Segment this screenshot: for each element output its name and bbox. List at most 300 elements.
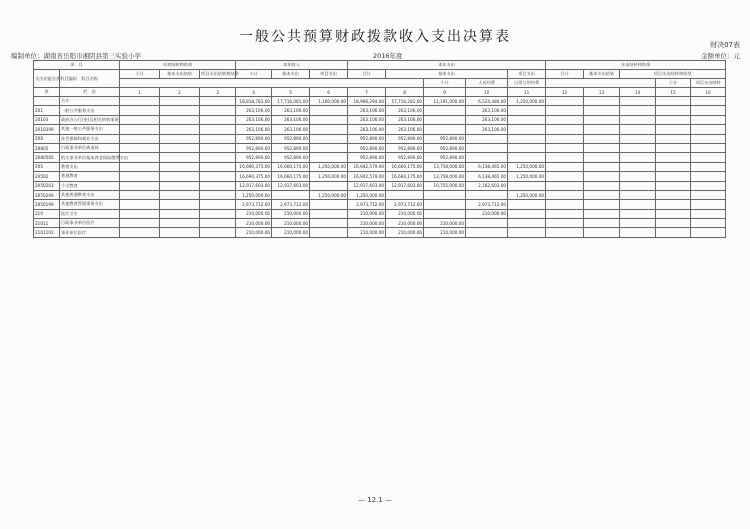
table-cell	[508, 228, 546, 237]
table-cell: 952,890.00	[424, 143, 466, 152]
table-row	[34, 181, 726, 190]
table-cell	[620, 125, 656, 134]
table-cell	[691, 162, 726, 171]
table-cell	[691, 125, 726, 134]
table-cell	[310, 153, 348, 162]
table-cell	[584, 106, 620, 115]
column-number: 类	[34, 88, 60, 97]
table-row	[34, 153, 726, 162]
table-cell: 263,106.00	[466, 106, 508, 115]
column-number: 16	[691, 88, 726, 97]
table-cell: 952,890.00	[348, 143, 386, 152]
table-row	[34, 172, 726, 181]
reporting-unit: 编制单位：湖南省岳阳市湘阴县第三实验小学	[11, 52, 141, 60]
table-row	[34, 134, 726, 143]
table-cell	[508, 153, 546, 162]
table-cell	[656, 125, 691, 134]
table-cell	[546, 228, 584, 237]
table-cell: 263,106.00	[236, 125, 272, 134]
table-cell: 2,973,712.00	[466, 200, 508, 209]
row-code: 2050199	[34, 200, 60, 209]
column-number: 13	[584, 88, 620, 97]
table-cell: 210,000.00	[272, 228, 310, 237]
table-cell: 263,106.00	[272, 115, 310, 124]
table-cell	[656, 97, 691, 106]
table-cell	[691, 153, 726, 162]
table-cell	[656, 190, 691, 199]
table-cell	[691, 106, 726, 115]
table-cell: 1,250,000.00	[310, 190, 348, 199]
table-cell	[546, 190, 584, 199]
budget-table	[33, 60, 726, 238]
header-cell: 小计	[656, 79, 691, 88]
table-cell: 12,917,603.00	[236, 181, 272, 190]
row-code	[34, 97, 60, 106]
table-cell	[584, 125, 620, 134]
header-cell: 小计	[120, 70, 160, 79]
table-cell	[120, 134, 160, 143]
table-cell	[584, 134, 620, 143]
table-cell: 10,755,000.00	[424, 181, 466, 190]
table-cell: 952,890.00	[236, 153, 272, 162]
table-cell: 952,890.00	[424, 153, 466, 162]
table-cell	[310, 134, 348, 143]
table-cell	[508, 200, 546, 209]
table-cell	[200, 106, 236, 115]
table-cell: 210,000.00	[386, 219, 424, 228]
table-row	[34, 190, 726, 199]
table-cell: 210,000.00	[424, 219, 466, 228]
table-cell: 1,250,000.00	[508, 97, 546, 106]
table-cell: 16,942,579.00	[348, 162, 386, 171]
table-cell	[160, 153, 200, 162]
header-cell: 人员经费	[466, 79, 508, 88]
currency-unit: 金额单位：元	[701, 52, 740, 60]
table-cell	[546, 219, 584, 228]
table-cell	[424, 209, 466, 218]
table-cell	[310, 209, 348, 218]
table-cell	[546, 97, 584, 106]
header-cell: 基本支出	[272, 70, 310, 79]
header-spacer	[120, 79, 424, 88]
table-cell	[508, 106, 546, 115]
table-cell: 210,000.00	[236, 209, 272, 218]
table-cell	[200, 181, 236, 190]
table-cell: 210,000.00	[466, 209, 508, 218]
table-cell	[508, 219, 546, 228]
row-code: 2101102	[34, 228, 60, 237]
table-cell	[120, 143, 160, 152]
form-number: 财决07表	[710, 41, 740, 49]
table-cell	[656, 219, 691, 228]
table-cell	[200, 190, 236, 199]
table-cell	[120, 228, 160, 237]
row-code: 208	[34, 134, 60, 143]
table-cell	[620, 200, 656, 209]
row-code: 2010399	[34, 125, 60, 134]
table-cell	[508, 181, 546, 190]
column-number: 5	[272, 88, 310, 97]
table-cell	[691, 134, 726, 143]
table-cell: 18,818,783.00	[236, 97, 272, 106]
table-cell	[656, 209, 691, 218]
row-code: 2050203	[34, 181, 60, 190]
table-cell: 16,690,375.00	[236, 172, 272, 181]
table-cell	[691, 228, 726, 237]
table-cell	[310, 106, 348, 115]
table-cell	[691, 219, 726, 228]
table-row	[34, 125, 726, 134]
header-cell: 小计	[424, 79, 466, 88]
table-cell	[584, 181, 620, 190]
table-row	[34, 97, 726, 106]
table-cell	[160, 172, 200, 181]
table-cell	[160, 162, 200, 171]
table-cell	[546, 115, 584, 124]
table-cell	[620, 162, 656, 171]
column-number: 12	[546, 88, 584, 97]
table-cell	[310, 115, 348, 124]
table-cell: 263,106.00	[386, 106, 424, 115]
table-cell: 2,162,603.00	[466, 181, 508, 190]
table-cell	[200, 143, 236, 152]
column-number: 10	[466, 88, 508, 97]
table-cell	[656, 143, 691, 152]
header-opening-balance: 年初结转和结余	[120, 61, 236, 70]
table-cell	[200, 97, 236, 106]
table-cell: 12,917,603.00	[272, 181, 310, 190]
table-cell: 952,890.00	[386, 153, 424, 162]
table-cell: 12,917,603.00	[386, 181, 424, 190]
table-cell	[691, 190, 726, 199]
table-cell: 210,000.00	[348, 209, 386, 218]
header-cell: 合计	[348, 70, 386, 79]
row-code: 210	[34, 209, 60, 218]
table-cell	[160, 143, 200, 152]
row-name: 其他一般公共服务支出	[60, 125, 120, 134]
table-row	[34, 209, 726, 218]
table-cell	[120, 97, 160, 106]
header-name: 科目名称	[60, 70, 120, 88]
table-cell: 210,000.00	[424, 228, 466, 237]
row-name: 行政事业单位离退休	[60, 143, 120, 152]
table-cell	[656, 134, 691, 143]
table-cell	[200, 172, 236, 181]
table-cell	[160, 115, 200, 124]
table-cell	[620, 181, 656, 190]
table-cell	[200, 153, 236, 162]
page-number: — 12.1 —	[357, 496, 393, 504]
row-name: 其他教育管理事务支出	[60, 200, 120, 209]
table-cell	[691, 143, 726, 152]
table-cell: 952,890.00	[236, 134, 272, 143]
table-cell	[272, 190, 310, 199]
table-cell	[691, 209, 726, 218]
table-cell: 210,000.00	[236, 228, 272, 237]
table-cell: 263,106.00	[466, 125, 508, 134]
table-cell: 952,890.00	[348, 134, 386, 143]
table-cell	[584, 209, 620, 218]
table-cell	[584, 200, 620, 209]
table-cell	[160, 181, 200, 190]
table-cell	[120, 115, 160, 124]
table-cell: 1,250,000.00	[348, 190, 386, 199]
column-number: 2	[160, 88, 200, 97]
table-cell: 1,250,000.00	[508, 172, 546, 181]
table-cell	[546, 209, 584, 218]
document-title: 一般公共预算财政拨款收入支出决算表	[239, 29, 511, 45]
row-code: 20103	[34, 115, 60, 124]
row-name: 政府办公厅(室)及相关机构事务	[60, 115, 120, 124]
table-cell: 952,890.00	[272, 143, 310, 152]
table-cell	[310, 181, 348, 190]
column-number: 11	[508, 88, 546, 97]
table-cell: 2,973,712.00	[386, 200, 424, 209]
table-cell: 2,973,712.00	[272, 200, 310, 209]
table-cell: 1,250,000.00	[236, 190, 272, 199]
row-code: 2080505	[34, 153, 60, 162]
table-cell	[656, 181, 691, 190]
table-cell: 263,106.00	[386, 115, 424, 124]
table-cell	[466, 153, 508, 162]
table-cell	[620, 153, 656, 162]
header-item: 项 目	[34, 61, 120, 70]
table-cell	[508, 115, 546, 124]
table-cell	[620, 134, 656, 143]
table-cell	[656, 200, 691, 209]
column-number: 9	[424, 88, 466, 97]
table-cell	[584, 190, 620, 199]
table-cell: 6,138,465.00	[466, 172, 508, 181]
table-cell: 952,890.00	[386, 134, 424, 143]
header-spacer	[546, 79, 656, 88]
table-cell: 13,758,000.00	[424, 172, 466, 181]
table-cell: 2,973,712.00	[236, 200, 272, 209]
table-cell	[160, 125, 200, 134]
table-cell: 18,966,294.00	[348, 97, 386, 106]
header-cell: 项目支出	[310, 70, 348, 79]
column-number: 1	[120, 88, 160, 97]
table-cell	[656, 172, 691, 181]
table-cell: 210,000.00	[348, 228, 386, 237]
table-cell	[546, 162, 584, 171]
column-number: 4	[236, 88, 272, 97]
table-cell	[691, 181, 726, 190]
row-name: 行政事业单位医疗	[60, 219, 120, 228]
table-cell	[584, 162, 620, 171]
column-number: 15	[656, 88, 691, 97]
table-cell	[584, 153, 620, 162]
table-cell: 16,942,579.00	[348, 172, 386, 181]
table-cell: 16,660,175.00	[386, 162, 424, 171]
table-cell	[310, 125, 348, 134]
table-cell	[620, 97, 656, 106]
table-cell	[386, 190, 424, 199]
table-cell	[310, 143, 348, 152]
table-cell: 16,660,175.00	[272, 162, 310, 171]
table-cell: 263,106.00	[348, 125, 386, 134]
table-cell	[656, 106, 691, 115]
table-cell: 11,191,000.00	[424, 97, 466, 106]
table-cell	[466, 134, 508, 143]
table-cell: 12,917,603.00	[348, 181, 386, 190]
table-cell	[508, 143, 546, 152]
table-cell: 952,890.00	[386, 143, 424, 152]
row-name: 一般公共服务支出	[60, 106, 120, 115]
table-cell: 1,250,000.00	[310, 172, 348, 181]
table-cell: 210,000.00	[236, 219, 272, 228]
table-cell	[691, 115, 726, 124]
table-cell	[424, 115, 466, 124]
row-name: 其他普通教育支出	[60, 190, 120, 199]
row-name: 机关事业单位基本养老保险缴费支出	[60, 153, 120, 162]
table-cell	[200, 200, 236, 209]
table-cell	[584, 172, 620, 181]
table-cell	[200, 228, 236, 237]
table-cell: 263,106.00	[236, 106, 272, 115]
table-cell	[120, 162, 160, 171]
table-cell: 263,106.00	[348, 115, 386, 124]
table-cell	[546, 172, 584, 181]
header-cell: 项目支出结转和结余	[200, 70, 236, 79]
table-cell: 952,890.00	[348, 153, 386, 162]
table-cell	[546, 106, 584, 115]
table-cell	[200, 219, 236, 228]
header-expenditure: 本年支出	[348, 61, 546, 70]
table-cell	[691, 200, 726, 209]
table-cell	[656, 153, 691, 162]
table-cell: 6,138,465.00	[466, 162, 508, 171]
table-cell	[466, 143, 508, 152]
row-name: 普通教育	[60, 172, 120, 181]
table-cell: 17,716,081.00	[272, 97, 310, 106]
row-name: 合计	[60, 97, 120, 106]
table-cell	[546, 134, 584, 143]
table-cell	[160, 200, 200, 209]
table-cell	[120, 190, 160, 199]
table-cell	[160, 134, 200, 143]
table-cell	[200, 125, 236, 134]
table-cell	[584, 143, 620, 152]
table-cell	[691, 172, 726, 181]
header-cell: 项目支出结转和结余	[620, 70, 726, 79]
table-cell: 952,890.00	[424, 134, 466, 143]
table-cell	[160, 106, 200, 115]
table-cell: 2,973,712.00	[348, 200, 386, 209]
table-cell: 952,890.00	[272, 134, 310, 143]
table-cell	[656, 228, 691, 237]
table-cell	[466, 219, 508, 228]
table-cell	[160, 219, 200, 228]
table-cell: 1,250,000.00	[310, 162, 348, 171]
table-cell	[160, 209, 200, 218]
header-closing-balance: 年末结转和结余	[546, 61, 726, 70]
table-cell: 263,106.00	[272, 106, 310, 115]
table-cell	[584, 228, 620, 237]
table-cell	[120, 200, 160, 209]
table-cell	[424, 125, 466, 134]
table-cell: 13,758,000.00	[424, 162, 466, 171]
table-cell	[620, 219, 656, 228]
table-cell	[546, 181, 584, 190]
table-cell	[620, 209, 656, 218]
table-cell: 210,000.00	[348, 219, 386, 228]
table-cell: 17,716,281.00	[386, 97, 424, 106]
table-row	[34, 106, 726, 115]
table-cell	[424, 190, 466, 199]
table-cell	[546, 153, 584, 162]
table-cell	[200, 115, 236, 124]
header-cell: 日常公用经费	[508, 79, 546, 88]
table-cell	[546, 143, 584, 152]
table-cell	[508, 209, 546, 218]
table-cell	[120, 209, 160, 218]
table-cell	[310, 228, 348, 237]
table-cell: 952,890.00	[272, 153, 310, 162]
table-cell	[620, 115, 656, 124]
table-cell	[120, 125, 160, 134]
table-row	[34, 219, 726, 228]
row-code: 21011	[34, 219, 60, 228]
table-cell	[424, 200, 466, 209]
table-cell: 210,000.00	[272, 209, 310, 218]
table-row	[34, 200, 726, 209]
table-cell: 952,890.00	[236, 143, 272, 152]
row-code: 205	[34, 162, 60, 171]
table-cell	[620, 228, 656, 237]
header-cell: 项目支出结转	[691, 79, 726, 88]
row-name: 社会保障和就业支出	[60, 134, 120, 143]
header-cell: 基本支出结转	[160, 70, 200, 79]
table-cell: 210,000.00	[386, 209, 424, 218]
table-cell	[310, 219, 348, 228]
table-cell: 16,660,175.00	[272, 172, 310, 181]
table-cell	[508, 134, 546, 143]
table-cell: 263,106.00	[466, 115, 508, 124]
table-cell	[656, 115, 691, 124]
table-cell	[584, 115, 620, 124]
table-cell	[120, 106, 160, 115]
column-number: 3	[200, 88, 236, 97]
table-cell	[656, 162, 691, 171]
table-cell	[546, 125, 584, 134]
table-cell	[424, 106, 466, 115]
table-cell	[466, 228, 508, 237]
table-cell: 1,250,000.00	[508, 190, 546, 199]
fiscal-year: 2016年度	[373, 52, 403, 60]
header-cell: 基本支出结转	[584, 70, 620, 79]
table-cell: 263,106.00	[348, 106, 386, 115]
table-cell: 263,106.00	[272, 125, 310, 134]
row-name: 教育支出	[60, 162, 120, 171]
row-name: 事业单位医疗	[60, 228, 120, 237]
table-row	[34, 228, 726, 237]
table-cell	[691, 97, 726, 106]
table-cell: 6,524,484.00	[466, 97, 508, 106]
table-row	[34, 143, 726, 152]
table-cell	[310, 200, 348, 209]
header-income: 本年收入	[236, 61, 348, 70]
table-cell	[546, 200, 584, 209]
table-cell: 263,106.00	[386, 125, 424, 134]
table-cell	[620, 172, 656, 181]
table-cell	[620, 106, 656, 115]
row-name: 小学教育	[60, 181, 120, 190]
table-cell: 1,100,000.00	[310, 97, 348, 106]
table-cell: 210,000.00	[386, 228, 424, 237]
header-code: 支出功能分类科目编码	[34, 70, 60, 88]
table-cell	[120, 219, 160, 228]
